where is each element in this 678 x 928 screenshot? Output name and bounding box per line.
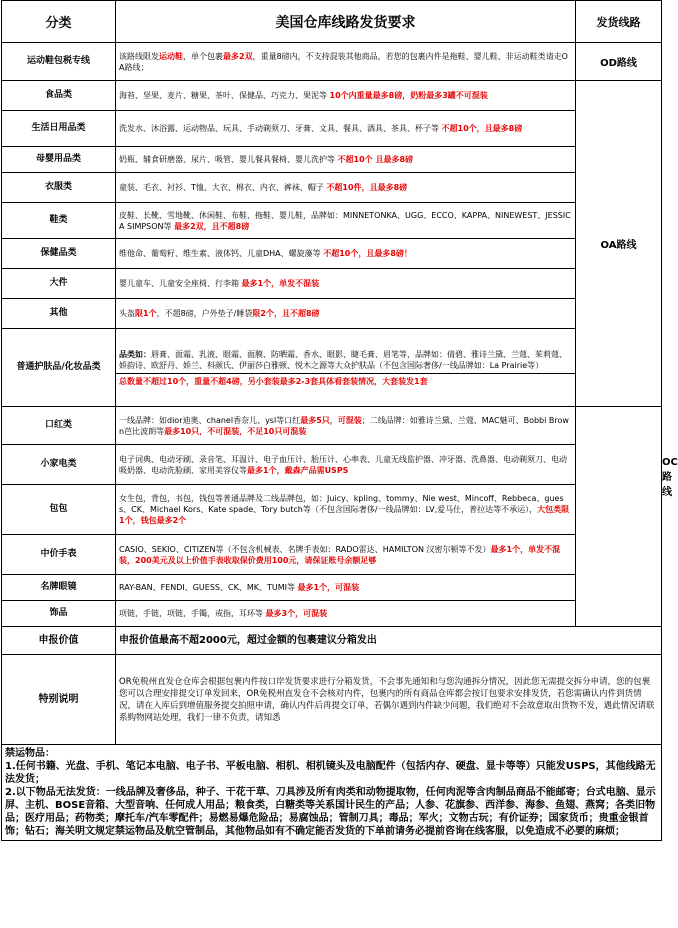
req-text: 该路线限发 bbox=[119, 51, 159, 61]
row-skincare: 普通护肤品/化妆品类 品类如：唇膏、面霜、乳液、眼霜、面膜、防晒霜、香水、眼影、睫毛膏、眉笔等，品牌如：倩碧、雅诗兰黛、兰蔻、茱莉蔻、娇韵诗、欧舒丹、娇兰、科颜氏、伊丽莎白雅顿、悦木之源等大众护肤品（不包含国际奢侈/一线品牌如：La Prairie等） 总数量不超过10个，重量不超4磅，另小套装最多2-3套具体看套装情况，大套装发1套 OC路线 bbox=[2, 329, 662, 407]
prohibited-item-1: 1.任何书籍、光盘、手机、笔记本电脑、电子书、平板电脑、相机、相机镜头及电脑配件（包括内存、硬盘、显卡等等）只能发USPS，其他线路无法发货； bbox=[5, 761, 656, 785]
row-watch bbox=[2, 535, 662, 575]
requirement-other bbox=[116, 299, 576, 329]
category-skincare: 普通护肤品/化妆品类 bbox=[2, 329, 116, 407]
prohibited-section bbox=[2, 745, 662, 841]
requirement-sneaker bbox=[116, 43, 576, 81]
row-jewelry bbox=[2, 601, 662, 627]
req-text: 电子词典、电动牙刷、录音笔、耳温计、电子血压计、胎压计、心率表、儿童无线监护器、冲牙器、洗鼻器、电动剃须刀、电动吸奶器、电动洗脸刷、家用美容仪等 bbox=[119, 454, 567, 475]
row-lipstick bbox=[2, 407, 662, 445]
req-text: 项链，手链，项链，手镯，戒指，耳环等 bbox=[119, 609, 263, 618]
requirement-daily bbox=[116, 111, 576, 147]
req-highlight: 不超10件，且最多8磅 bbox=[326, 183, 408, 192]
req-highlight: 总数量不超过10个，重量不超4磅，另小套装最多2-3套具体看套装情况，大套装发1套 bbox=[116, 373, 575, 389]
category-bags: 包包 bbox=[2, 485, 116, 535]
row-sneaker bbox=[2, 43, 662, 81]
category-food: 食品类 bbox=[2, 81, 116, 111]
requirement-special: OR免税州直发仓仓库会根据包裹内件按口岸发货要求进行分箱发货，不会事先通知和与您沟通拆分情况，因此您无需提交拆分申请，您的包裹您可以合理安排提交订单发回来，OR免税州直发仓不会核对内件，包裹内的所有商品仓库都会按订包要求安排发货，若您需确认内件到货情况，请在入库后到增值服务提交拍照申请，确认内件后再提交订单，若偶尔遇到内件缺少问题，我们绝对不会故意取出货物不发，遇此情况请联系购物网站处理，我们一律不负责，请知悉 bbox=[116, 655, 662, 745]
req-highlight: 运动鞋 bbox=[159, 51, 183, 61]
req-highlight: 最多3个，可混装 bbox=[265, 609, 328, 618]
req-text: RAY-BAN、FENDI、GUESS、CK、MK、TUMI等 bbox=[119, 583, 295, 592]
row-large bbox=[2, 269, 662, 299]
category-appliance: 小家电类 bbox=[2, 445, 116, 485]
requirement-large bbox=[116, 269, 576, 299]
requirement-bags bbox=[116, 485, 576, 535]
category-jewelry: 饰品 bbox=[2, 601, 116, 627]
category-special: 特别说明 bbox=[2, 655, 116, 745]
category-other: 其他 bbox=[2, 299, 116, 329]
req-text: 头盔 bbox=[119, 309, 135, 318]
req-text: ，重量8磅内，不支持混装其他商品，若您的包裹内件是拖鞋、婴儿鞋、非运动鞋类请走OA路线； bbox=[119, 51, 568, 72]
row-other bbox=[2, 299, 662, 329]
req-text: 品类如： bbox=[119, 349, 151, 359]
category-lipstick: 口红类 bbox=[2, 407, 116, 445]
requirement-shoes bbox=[116, 203, 576, 239]
req-highlight: 不超10个 且最多8磅 bbox=[337, 155, 414, 164]
req-text: 婴儿童车、儿童安全座椅、行李箱 bbox=[119, 279, 239, 288]
category-health: 保健品类 bbox=[2, 239, 116, 269]
prohibited-title: 禁运物品： bbox=[5, 748, 55, 759]
row-clothing bbox=[2, 173, 662, 203]
header-requirement: 美国仓库线路发货要求 bbox=[116, 1, 576, 43]
category-shoes: 鞋类 bbox=[2, 203, 116, 239]
req-text: 皮鞋、长靴、雪地靴、休闲鞋、布鞋、拖鞋、婴儿鞋，品牌如：MINNETONKA、UGG、ECCO、KAPPA、NINEWEST、JESSICA SIMPSON等 bbox=[119, 210, 571, 231]
requirement-health bbox=[116, 239, 576, 269]
requirement-glasses bbox=[116, 575, 576, 601]
req-highlight: 最多1个，单发不混装，200美元及以上价值手表收取保价费用100元，请保证账号余额足够 bbox=[119, 544, 561, 565]
requirement-baby bbox=[116, 147, 576, 173]
req-highlight: 最多2双 bbox=[223, 51, 253, 61]
req-text: ，不超8磅，户外垫子/睡袋 bbox=[156, 309, 253, 318]
req-text: CASIO、SEKIO、CITIZEN等（不包含机械表、名牌手表如：RADO雷达、HAMILTON 汉密尔顿等不发） bbox=[119, 544, 491, 554]
row-appliance bbox=[2, 445, 662, 485]
req-highlight: 最多1个，戴森产品需USPS bbox=[247, 465, 349, 475]
category-clothing: 衣服类 bbox=[2, 173, 116, 203]
row-shoes bbox=[2, 203, 662, 239]
category-daily: 生活日用品类 bbox=[2, 111, 116, 147]
req-highlight: 不超10个，且最多8磅 bbox=[441, 124, 523, 133]
route-od: OD路线 bbox=[576, 43, 662, 81]
req-text: 唇膏、面霜、乳液、眼霜、面膜、防晒霜、香水、眼影、睫毛膏、眉笔等，品牌如：倩碧、雅诗兰黛、兰蔻、茱莉蔻、娇韵诗、欧舒丹、娇兰、科颜氏、伊丽莎白雅顿、悦木之源等大众护肤品（不包含国际奢侈/一线品牌如：La Prairie等） bbox=[119, 349, 567, 370]
category-watch: 中价手表 bbox=[2, 535, 116, 575]
req-text: 洗发水、沐浴露、运动物品、玩具、手动剃须刀、牙膏、文具、餐具、酒具、茶具、杯子等 bbox=[119, 124, 439, 133]
row-health bbox=[2, 239, 662, 269]
requirement-food bbox=[116, 81, 576, 111]
requirement-watch bbox=[116, 535, 576, 575]
req-highlight: 10个内重量最多8磅，奶粉最多3罐不可混装 bbox=[329, 91, 488, 100]
requirement-jewelry bbox=[116, 601, 576, 627]
requirement-skincare bbox=[116, 329, 576, 407]
req-highlight: 最多1个，可混装 bbox=[297, 583, 360, 592]
req-text: 海苔、坚果、麦片、糖果、茶叶、保健品、巧克力、果泥等 bbox=[119, 91, 327, 100]
req-highlight: 大包类限1个，钱包最多2个 bbox=[119, 505, 570, 525]
category-declare: 申报价值 bbox=[2, 627, 116, 655]
prohibited-item-2: 2.以下物品无法发货：一线品牌及奢侈品，种子、干花干草、刀具涉及所有肉类和动物提取物，任何肉泥等含肉制品商品不能邮寄；台式电脑、显示屏、主机、BOSE音箱、大型音响、任何成人用品；粮食类，白糖类等关系国计民生的产品；人参、花旗参、西洋参、海参、鱼翅、燕窝；各类旧物品；医疗用品；药物类；摩托车/汽车零配件；易燃易爆危险品；易腐蚀品；管制刀具；毒品；军火；文物古玩；有价证券；国家货币；贵重金银首饰；钻石；海关明文规定禁运物品及航空管制品，其他物品如有不确定能否发货的下单前请务必提前咨询在线客服，以免造成不必要的麻烦； bbox=[5, 787, 656, 837]
header-category: 分类 bbox=[2, 1, 116, 43]
req-highlight: 限1个 bbox=[135, 309, 157, 318]
category-baby: 母婴用品类 bbox=[2, 147, 116, 173]
requirement-appliance bbox=[116, 445, 576, 485]
req-highlight: 限2个，且不超8磅 bbox=[252, 309, 320, 318]
req-highlight: 最多5只，可混装 bbox=[300, 415, 362, 425]
requirement-clothing bbox=[116, 173, 576, 203]
route-oa: OA路线 bbox=[576, 81, 662, 407]
req-text: 一线品牌：如dior迪奥、chanel香奈儿、ysl等口红 bbox=[119, 415, 301, 425]
requirement-lipstick bbox=[116, 407, 576, 445]
row-food bbox=[2, 81, 662, 111]
row-daily bbox=[2, 111, 662, 147]
req-text: ，单个包裹 bbox=[183, 51, 223, 61]
category-glasses: 名牌眼镜 bbox=[2, 575, 116, 601]
row-special bbox=[2, 655, 662, 745]
row-bags bbox=[2, 485, 662, 535]
header-route: 发货线路 bbox=[576, 1, 662, 43]
req-text: ；二线品牌：如雅诗兰黛、兰蔻、MAC魅可、Bobbi Brown芭比波朗等 bbox=[119, 415, 569, 436]
row-baby bbox=[2, 147, 662, 173]
req-text: 奶瓶、辅食研磨器、尿片、吸管、婴儿餐具餐椅、婴儿洗护等 bbox=[119, 155, 335, 164]
req-text: 童装、毛衣、衬衫、T恤、大衣、棉衣、内衣、裤袜、帽子 bbox=[119, 183, 324, 192]
req-highlight: 最多10只，不可混装，不足10只可混装 bbox=[164, 426, 307, 436]
req-highlight: 最多1个，单发不混装 bbox=[241, 279, 320, 288]
row-declare bbox=[2, 627, 662, 655]
req-highlight: 不超10个，且最多8磅！ bbox=[323, 249, 412, 258]
req-highlight: 最多2双，且不超8磅 bbox=[174, 221, 250, 231]
category-sneaker: 运动鞋包税专线 bbox=[2, 43, 116, 81]
category-large: 大件 bbox=[2, 269, 116, 299]
req-text: 维他命、葡萄籽、维生素、液体钙、儿童DHA、螺旋藻等 bbox=[119, 249, 321, 258]
requirement-declare: 申报价值最高不超2000元，超过金额的包裹建议分箱发出 bbox=[116, 627, 662, 655]
shipping-rules-table bbox=[1, 0, 678, 841]
row-prohibited bbox=[2, 745, 662, 841]
row-glasses bbox=[2, 575, 662, 601]
header-row bbox=[2, 1, 662, 43]
req-text: 女生包，背包，书包，钱包等普通品牌及二线品牌包，如：Juicy、kpling、tommy、Nie west、Mincoff、Rebbeca、guess、CK、Michael Kors、Kate spade、Tory butch等（不包含国际奢侈/一线品牌如：LV,爱马仕，普拉达等不承运）， bbox=[119, 494, 564, 514]
